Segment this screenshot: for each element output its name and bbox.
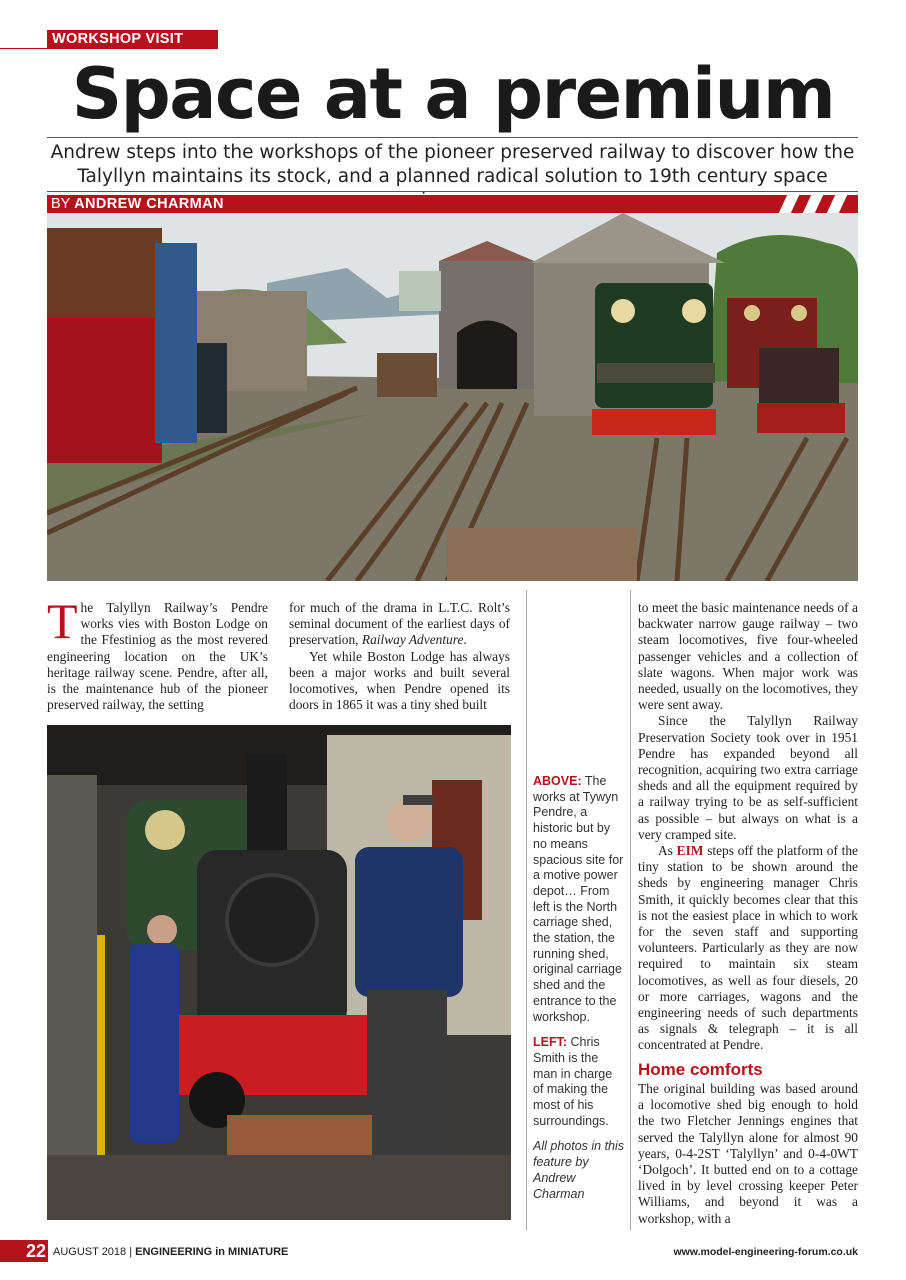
- section-tag: WORKSHOP VISIT: [47, 30, 218, 48]
- footer-issue-date: AUGUST 2018: [53, 1246, 127, 1258]
- col3-paragraph-4: The original building was based around a locomotive shed big enough to hold the two Fletcher Jennings engines that served the Talyllyn alone for almost 90 years, 0-4-2ST ‘Talyllyn’ and 0-4-0WT ‘Dolgoch’. It butted end on to a cottage lived in by level crossing keeper Peter Williams, and beyond it was a workshop, with a: [638, 1080, 858, 1226]
- headline: Space at a premium: [71, 53, 835, 135]
- col2-paragraph-1-end: .: [463, 632, 467, 648]
- caption-left-label: LEFT:: [533, 1035, 568, 1050]
- caption-left: [533, 1035, 625, 1129]
- col3-paragraph-3: steps off the platform of the tiny station to be shown around the sheds by engineering manager Chris Smith, it quickly becomes clear that this is not the easiest place in which to work for the seven staff and supporting volunteers. Particularly as they are now required to maintain six steam locomotives, as well as four diesels, 20 or more carriages, wagons and the engineering needs of such departments as signals & telegraph – it is all concentrated at Pendre.: [638, 843, 859, 1053]
- footer-separator: |: [129, 1246, 133, 1258]
- col3-paragraph-1: to meet the basic maintenance needs of a backwater narrow gauge railway – two steam locomotives, five four-wheeled passenger vehicles and a collection of slate wagons. When major work was needed, usually on the locomotives, they were sent away.: [638, 600, 858, 713]
- caption-above: [533, 774, 625, 1025]
- footer-website: www.model-engineering-forum.co.uk: [673, 1246, 858, 1258]
- caption-above-label: ABOVE:: [533, 774, 582, 788]
- footer-issue: [53, 1246, 288, 1258]
- standfirst-rule-top: [47, 137, 858, 138]
- photo-chris-smith-workshop: [47, 725, 511, 1220]
- caption-rule-left: [526, 590, 527, 1230]
- photo-credit: All photos in this feature by Andrew Charman: [533, 1139, 625, 1201]
- col2-paragraph-2: Yet while Boston Lodge has always been a major works and built several locomotives, when Pendre opened its doors in 1865 it was a tiny shed built: [289, 648, 510, 713]
- section-tag-rule: [0, 48, 218, 49]
- col1-paragraph-1: he Talyllyn Railway’s Pendre works vies with Boston Lodge on the Ffestiniog as the most revered engineering location on the UK’s heritage railway scene. Pendre, after all, is the maintenance hub of the pioneer preserved railway, the setting: [47, 600, 268, 713]
- book-title: Railway Adventure: [361, 632, 464, 648]
- byline: [47, 195, 858, 213]
- byline-author: ANDREW CHARMAN: [74, 196, 224, 212]
- footer-magazine-name: ENGINEERING in MINIATURE: [135, 1246, 289, 1258]
- page-number: 22: [0, 1240, 48, 1262]
- captions: [533, 774, 625, 1212]
- col2-paragraph-1: for much of the drama in L.T.C. Rolt’s seminal document of the earliest days of preservation,: [289, 600, 510, 648]
- standfirst-line-1: Andrew steps into the workshops of the pioneer preserved railway to discover how the: [50, 142, 855, 163]
- photo-pendre-works-yard: [47, 213, 858, 581]
- byline-prefix: BY: [51, 196, 71, 212]
- byline-stripe: [779, 195, 799, 213]
- col3-paragraph-3-start: As: [658, 843, 673, 859]
- col3-paragraph-2: Since the Talyllyn Railway Preservation Society took over in 1951 Pendre has expanded beyond all recognition, acquiring two extra carriage sheds and all the equipment required by a railway trying to be as self-sufficient as possible – but always on what is a very cramped site.: [638, 713, 858, 842]
- article-column-1: [47, 593, 268, 713]
- byline-stripe: [827, 195, 847, 213]
- subheading-home-comforts: Home comforts: [638, 1059, 763, 1079]
- standfirst-rule-bottom: [47, 191, 858, 192]
- standfirst-line-2: Talyllyn maintains its stock, and a planned radical solution to 19th century space: [77, 166, 828, 187]
- caption-above-text: The works at Tywyn Pendre, a historic but by no means spacious site for a motive power depot… From left is the North carriage shed, the station, the running shed, original carriage shed and the entrance to the workshop.: [533, 774, 624, 1024]
- article-column-2: [289, 600, 510, 713]
- caption-left-text: Chris Smith is the man in charge of making the most of his surroundings.: [533, 1035, 613, 1128]
- magazine-abbrev: EIM: [676, 843, 704, 859]
- article-column-3: [638, 600, 858, 1227]
- byline-stripe: [803, 195, 823, 213]
- caption-rule-right: [630, 590, 631, 1230]
- dropcap: T: [47, 593, 78, 649]
